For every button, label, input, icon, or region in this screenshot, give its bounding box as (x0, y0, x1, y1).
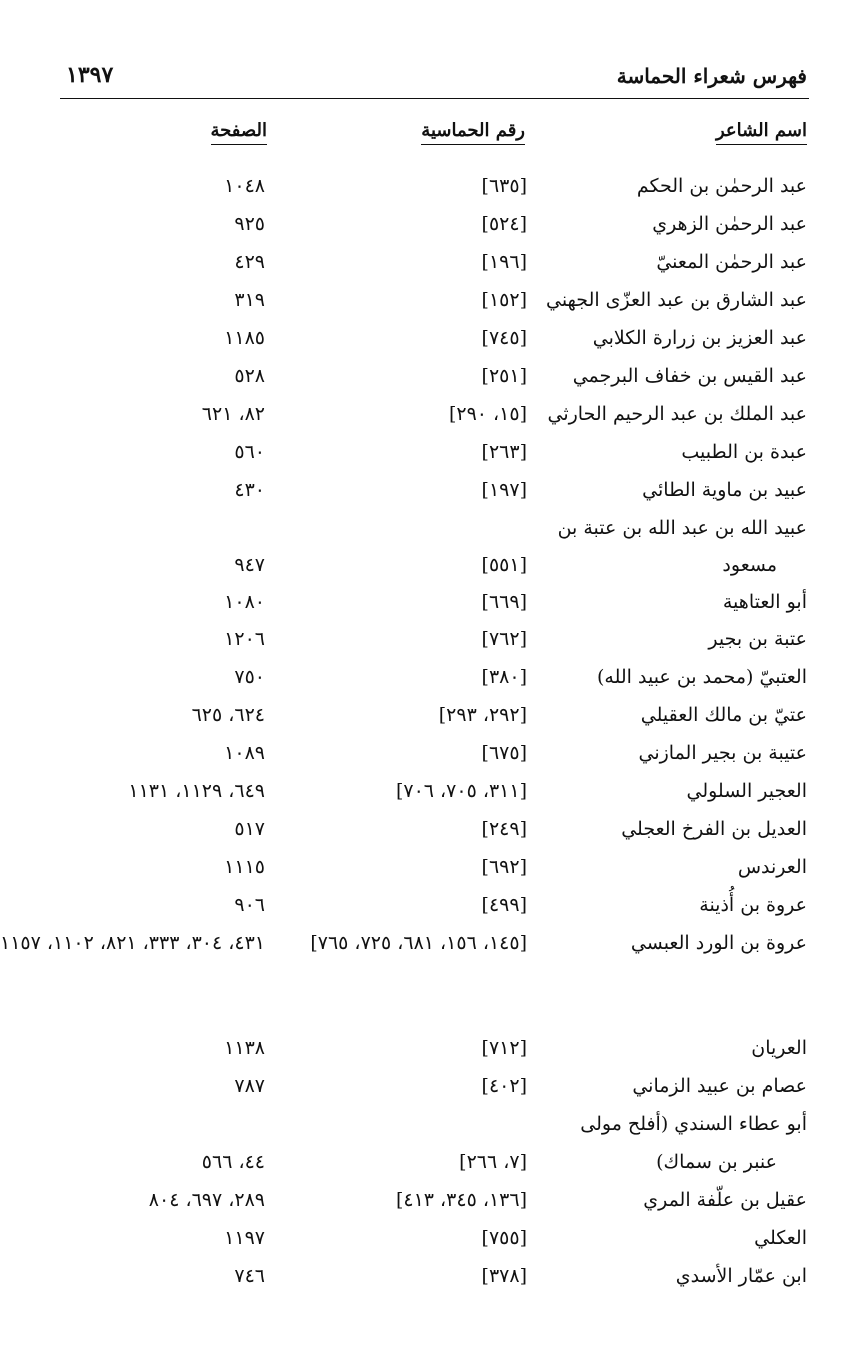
page-reference: ٤٣٠ (234, 479, 265, 501)
page-header-title: فهرس شعراء الحماسة (616, 64, 807, 88)
page-reference: ٧٨٧ (234, 1075, 265, 1097)
page-reference: ٩٠٦ (234, 894, 265, 916)
table-row (0, 320, 855, 357)
table-row (0, 925, 855, 962)
poet-name: ابن عمّار الأسدي (675, 1265, 807, 1287)
table-row (0, 811, 855, 848)
page-reference: ٤٣١، ٣٠٤، ٣٣٣، ٨٢١، ١١٠٢، ١١٥٧ (0, 932, 265, 954)
table-row (0, 434, 855, 471)
page-reference: ١٠٨٩ (224, 742, 265, 764)
table-row (0, 206, 855, 243)
hamasa-number: [٤٠٢] (481, 1075, 527, 1097)
poet-name: العريان (751, 1037, 807, 1059)
page-reference: ٤٢٩ (234, 251, 265, 273)
page-reference: ٤٤، ٥٦٦ (201, 1151, 265, 1173)
hamasa-number: [٦٧٥] (481, 742, 527, 764)
hamasa-number: [٢٥١] (481, 365, 527, 387)
poet-name: أبو عطاء السندي (أفلح مولى (580, 1113, 807, 1135)
hamasa-number: [٧٥٥] (481, 1227, 527, 1249)
page-number: ١٣٩٧ (66, 62, 114, 88)
page-reference: ٢٨٩، ٦٩٧، ٨٠٤ (148, 1189, 265, 1211)
poet-name: عبد الملك بن عبد الرحيم الحارثي (547, 403, 807, 425)
poet-name: عبيد الله بن عبد الله بن عتبة بن (557, 517, 807, 539)
poet-name: عتبة بن بجير (708, 628, 807, 650)
poet-name: عبد العزيز بن زرارة الكلابي (592, 327, 807, 349)
hamasa-number: [٢٤٩] (481, 818, 527, 840)
hamasa-number: [٣١١، ٧٠٥، ٧٠٦] (395, 780, 527, 802)
table-row (0, 510, 855, 547)
hamasa-number: [٧٦٢] (481, 628, 527, 650)
table-row (0, 1144, 855, 1181)
page-reference: ١١٩٧ (224, 1227, 265, 1249)
column-header-page: الصفحة (211, 120, 267, 145)
hamasa-number: [٣٧٨] (481, 1265, 527, 1287)
page-reference: ١٠٤٨ (224, 175, 265, 197)
hamasa-number: [٣٨٠] (481, 666, 527, 688)
page-reference: ٧٤٦ (234, 1265, 265, 1287)
poet-name: عصام بن عبيد الزماني (632, 1075, 807, 1097)
hamasa-number: [١٥٢] (481, 289, 527, 311)
page-reference: ٣١٩ (234, 289, 265, 311)
table-row (0, 1220, 855, 1257)
page-reference: ٥٦٠ (234, 441, 265, 463)
page-reference: ٩٤٧ (234, 554, 265, 576)
poet-name: عقيل بن علّفة المري (643, 1189, 807, 1211)
poet-name: عبد الرحمٰن الزهري (652, 213, 807, 235)
poet-name: عنبر بن سماك) (656, 1151, 777, 1173)
poet-name: العكلي (754, 1227, 807, 1249)
hamasa-number: [٢٦٣] (481, 441, 527, 463)
table-row (0, 584, 855, 621)
poet-name: عبد الشارق بن عبد العزّى الجهني (545, 289, 807, 311)
hamasa-number: [٥٥١] (481, 554, 527, 576)
page-reference: ١٠٨٠ (224, 591, 265, 613)
page-reference: ١١٨٥ (224, 327, 265, 349)
hamasa-number: [٢٩٢، ٢٩٣] (438, 704, 527, 726)
poet-name: العديل بن الفرخ العجلي (621, 818, 807, 840)
poet-name: عبد القيس بن خفاف البرجمي (572, 365, 807, 387)
page-reference: ٥٢٨ (234, 365, 265, 387)
poet-name: مسعود (722, 554, 777, 576)
table-row (0, 472, 855, 509)
page-reference: ٥١٧ (234, 818, 265, 840)
page-reference: ١٢٠٦ (224, 628, 265, 650)
poet-name: عتيبة بن بجير المازني (638, 742, 807, 764)
poet-name: عروة بن أُذينة (699, 894, 807, 916)
hamasa-number: [١٤٥، ١٥٦، ٦٨١، ٧٢٥، ٧٦٥] (310, 932, 527, 954)
hamasa-number: [٦٩٢] (481, 856, 527, 878)
hamasa-number: [١٩٧] (481, 479, 527, 501)
hamasa-number: [٦٦٩] (481, 591, 527, 613)
table-row (0, 887, 855, 924)
table-row (0, 244, 855, 281)
poet-name: العتبيّ (محمد بن عبيد الله) (597, 666, 807, 688)
hamasa-number: [٥٢٤] (481, 213, 527, 235)
poet-name: عبيد بن ماوية الطائي (642, 479, 807, 501)
hamasa-number: [١٩٦] (481, 251, 527, 273)
table-row (0, 282, 855, 319)
table-row (0, 358, 855, 395)
table-row (0, 773, 855, 810)
table-row (0, 697, 855, 734)
table-row (0, 1258, 855, 1295)
poet-name: عروة بن الورد العبسي (630, 932, 807, 954)
table-row (0, 1106, 855, 1143)
column-header-hamasa-number: رقم الحماسية (421, 120, 525, 145)
poet-name: العرندس (737, 856, 807, 878)
hamasa-number: [٤٩٩] (481, 894, 527, 916)
table-row (0, 1030, 855, 1067)
poet-name: العجير السلولي (686, 780, 807, 802)
hamasa-number: [٦٣٥] (481, 175, 527, 197)
page-reference: ١١٣٨ (224, 1037, 265, 1059)
table-row (0, 168, 855, 205)
page-reference: ٦٤٩، ١١٢٩، ١١٣١ (128, 780, 265, 802)
hamasa-number: [٧، ٢٦٦] (459, 1151, 527, 1173)
page-reference: ٦٢٤، ٦٢٥ (191, 704, 265, 726)
table-row (0, 621, 855, 658)
poet-name: عبد الرحمٰن بن الحكم (636, 175, 807, 197)
hamasa-number: [٧٤٥] (481, 327, 527, 349)
poet-name: عتيّ بن مالك العقيلي (640, 704, 807, 726)
page-reference: ٨٢، ٦٢١ (201, 403, 265, 425)
page-reference: ٧٥٠ (234, 666, 265, 688)
page-reference: ١١١٥ (224, 856, 265, 878)
header-rule (60, 98, 809, 99)
hamasa-number: [٧١٢] (481, 1037, 527, 1059)
table-row (0, 1068, 855, 1105)
poet-name: عبدة بن الطبيب (681, 441, 807, 463)
hamasa-number: [١٣٦، ٣٤٥، ٤١٣] (395, 1189, 527, 1211)
poet-name: أبو العتاهية (722, 591, 807, 613)
table-row (0, 849, 855, 886)
table-row (0, 396, 855, 433)
poet-name: عبد الرحمٰن المعنيّ (656, 251, 807, 273)
table-row (0, 547, 855, 584)
table-row (0, 735, 855, 772)
page-reference: ٩٢٥ (234, 213, 265, 235)
table-row (0, 1182, 855, 1219)
table-row (0, 659, 855, 696)
hamasa-number: [١٥، ٢٩٠] (448, 403, 527, 425)
column-header-poet-name: اسم الشاعر (716, 120, 807, 145)
